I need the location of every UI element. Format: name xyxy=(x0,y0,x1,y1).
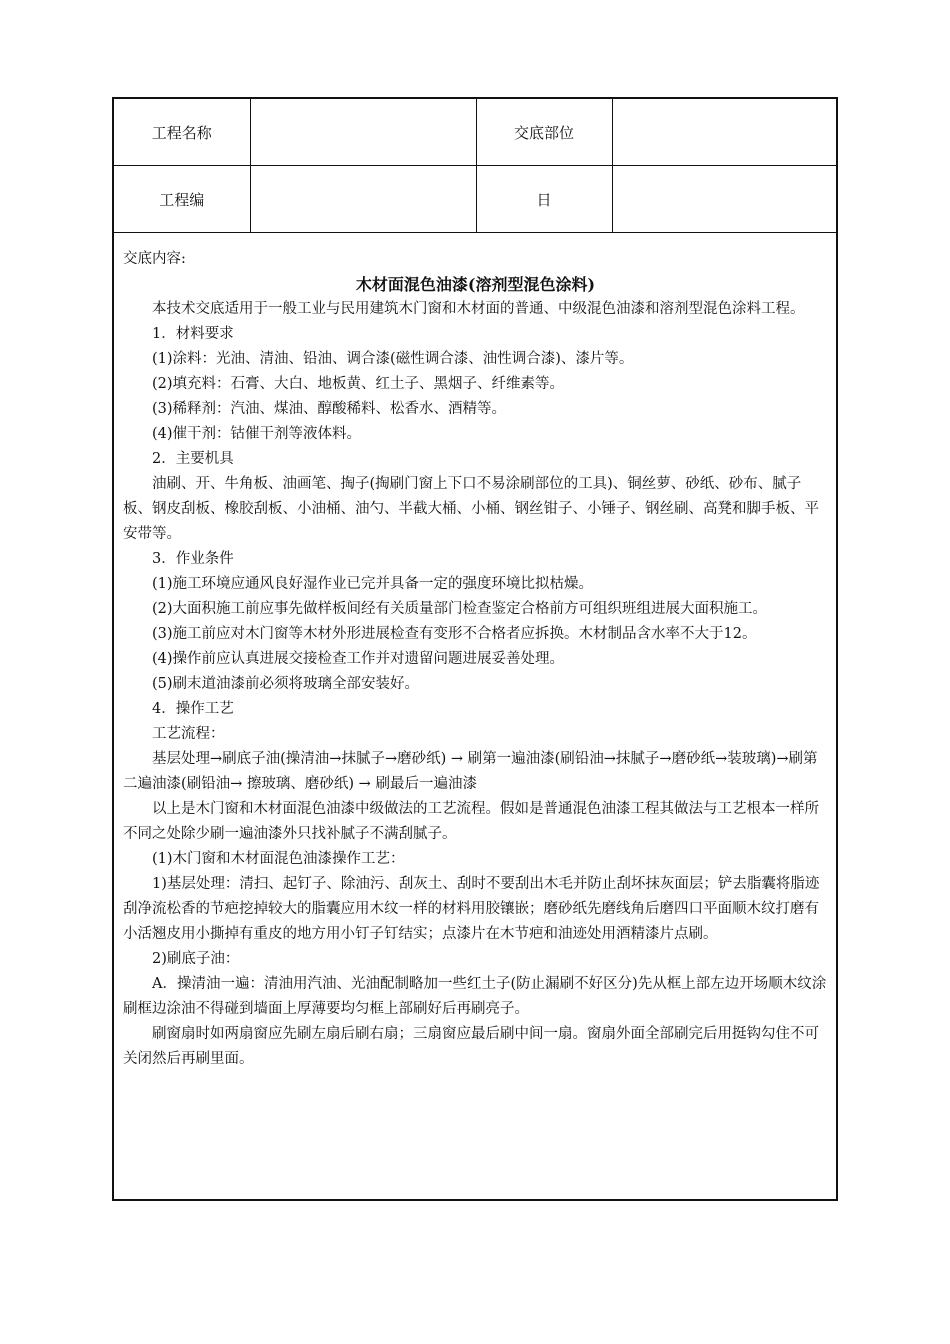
header-row xyxy=(114,166,838,233)
paragraph: (3)施工前应对木门窗等木材外形进展检查有变形不合格者应拆换。木材制品含水率不大于12。 xyxy=(152,626,757,642)
paragraph: (5)刷末道油漆前必须将玻璃全部安装好。 xyxy=(152,676,420,692)
content-label: 交底内容: xyxy=(123,251,186,267)
paragraph: A．操清油一遍：清油用汽油、光油配制略加一些红土子(防止漏刷不好区分)先从框上部左边开场顺木纹涂刷框边涂油不得碰到墙面上厚薄要均匀框上部刷好后再刷亮子。 xyxy=(123,976,827,1017)
paragraph: 2)刷底子油： xyxy=(152,951,240,967)
paragraph: (1)木门窗和木材面混色油漆操作工艺： xyxy=(152,851,405,867)
handover-part-value xyxy=(612,99,838,166)
paragraph: (4)催干剂：钴催干剂等液体料。 xyxy=(152,426,362,442)
project-name-label: 工程名称 xyxy=(114,99,250,166)
section-heading: 4．操作工艺 xyxy=(152,701,234,717)
paragraph: (2)填充料：石膏、大白、地板黄、红土子、黑烟子、纤维素等。 xyxy=(152,376,565,392)
section-heading: 3．作业条件 xyxy=(152,551,234,567)
paragraph: 本技术交底适用于一般工业与民用建筑木门窗和木材面的普通、中级混色油漆和溶剂型混色涂料工程。 xyxy=(152,301,805,317)
paragraph: (3)稀释剂：汽油、煤油、醇酸稀料、松香水、酒精等。 xyxy=(152,401,507,417)
paragraph: (1)施工环境应通风良好湿作业已完并具备一定的强度环境比拟枯燥。 xyxy=(152,576,594,592)
date-label: 日 xyxy=(476,166,612,233)
section-heading: 1．材料要求 xyxy=(152,326,234,342)
section-heading: 2．主要机具 xyxy=(152,451,234,467)
paragraph: 以上是木门窗和木材面混色油漆中级做法的工艺流程。假如是普通混色油漆工程其做法与工艺根本一样所不同之处除少刷一遍油漆外只找补腻子不满刮腻子。 xyxy=(123,801,819,842)
header-table xyxy=(114,99,838,233)
handover-sheet xyxy=(112,97,838,1201)
date-value xyxy=(612,166,838,233)
paragraph: 1)基层处理：清扫、起钉子、除油污、刮灰土、刮时不要刮出木毛并防止刮坏抹灰面层；铲去脂囊将脂迹刮净流松香的节疤挖掉较大的脂囊应用木纹一样的材料用胶镶嵌；磨砂纸先磨线角后磨四口平面顺木纹打磨有小活翘皮用小撕掉有重皮的地方用小钉子钉结实；点漆片在木节疤和油迹处用酒精漆片点刷。 xyxy=(123,876,820,942)
paragraph: (4)操作前应认真进展交接检查工作并对遗留问题进展妥善处理。 xyxy=(152,651,565,667)
project-number-label: 工程编 xyxy=(114,166,250,233)
project-number-value xyxy=(250,166,476,233)
document-title: 木材面混色油漆(溶剂型混色涂料) xyxy=(355,275,596,294)
header-row xyxy=(114,99,838,166)
project-name-value xyxy=(250,99,476,166)
paragraph: (1)涂料：光油、清油、铅油、调合漆(磁性调合漆、油性调合漆)、漆片等。 xyxy=(152,351,634,367)
paragraph: (2)大面积施工前应事先做样板间经有关质量部门检查鉴定合格前方可组织班组进展大面积施工。 xyxy=(152,601,768,617)
handover-part-label: 交底部位 xyxy=(476,99,612,166)
handover-content xyxy=(114,233,836,1072)
paragraph: 工艺流程： xyxy=(152,726,225,742)
paragraph: 基层处理→刷底子油(操清油→抹腻子→磨砂纸) → 刷第一遍油漆(刷铅油→抹腻子→磨砂纸→装玻璃)→刷第二遍油漆(刷铅油→ 擦玻璃、磨砂纸) → 刷最后一遍油漆 xyxy=(123,751,818,792)
paragraph: 油刷、开、牛角板、油画笔、掏子(掏刷门窗上下口不易涂刷部位的工具)、铜丝萝、砂纸、砂布、腻子板、钢皮刮板、橡胶刮板、小油桶、油勺、半截大桶、小桶、钢丝钳子、小锤子、钢丝刷、高凳和脚手板、平安带等。 xyxy=(123,476,819,542)
paragraph: 刷窗扇时如两扇窗应先刷左扇后刷右扇；三扇窗应最后刷中间一扇。窗扇外面全部刷完后用挺钩勾住不可关闭然后再刷里面。 xyxy=(123,1026,819,1067)
